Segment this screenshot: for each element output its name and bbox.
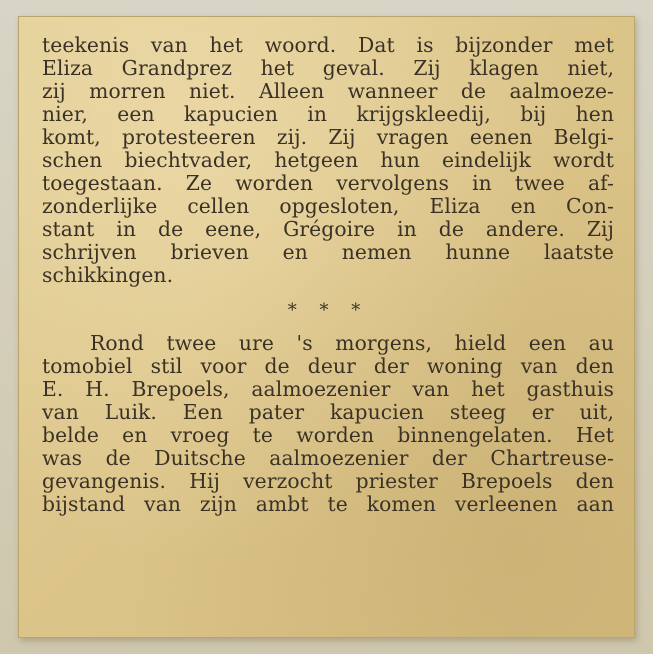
text-line: gevangenis. Hij verzocht priester Brepoels den <box>42 469 614 493</box>
newspaper-clipping <box>18 16 635 638</box>
text-line: schikkingen. <box>42 263 174 287</box>
text-line: van Luik. Een pater kapucien steeg er uit, <box>42 400 614 424</box>
text-line: komt, protesteeren zij. Zij vragen eenen Belgi- <box>42 125 614 149</box>
text-line: teekenis van het woord. Dat is bijzonder met <box>42 33 614 57</box>
text-line: was de Duitsche aalmoezenier der Chartreuse- <box>42 446 614 470</box>
text-line: belde en vroeg te worden binnengelaten. Het <box>42 423 614 447</box>
paragraph-1 <box>42 34 614 287</box>
text-line: E. H. Brepoels, aalmoezenier van het gasthuis <box>42 377 614 401</box>
paragraph-2 <box>42 332 614 516</box>
text-line: Rond twee ure 's morgens, hield een au <box>90 331 614 355</box>
text-line: bijstand van zijn ambt te komen verleenen aan <box>42 492 614 516</box>
text-line: zij morren niet. Alleen wanneer de aalmoeze- <box>42 79 614 103</box>
text-line: nier, een kapucien in krijgskleedij, bij hen <box>42 102 614 126</box>
text-line: toegestaan. Ze worden vervolgens in twee af- <box>42 171 614 195</box>
text-line: schrijven brieven en nemen hunne laatste <box>42 240 614 264</box>
text-line: stant in de eene, Grégoire in de andere. Zij <box>42 217 614 241</box>
text-line: Eliza Grandprez het geval. Zij klagen niet, <box>42 56 614 80</box>
text-line: schen biechtvader, hetgeen hun eindelijk wordt <box>42 148 614 172</box>
article-text <box>42 34 614 516</box>
text-line: tomobiel stil voor de deur der woning van den <box>42 354 614 378</box>
section-separator: * * * <box>287 300 369 321</box>
text-line: zonderlijke cellen opgesloten, Eliza en Con- <box>42 194 614 218</box>
